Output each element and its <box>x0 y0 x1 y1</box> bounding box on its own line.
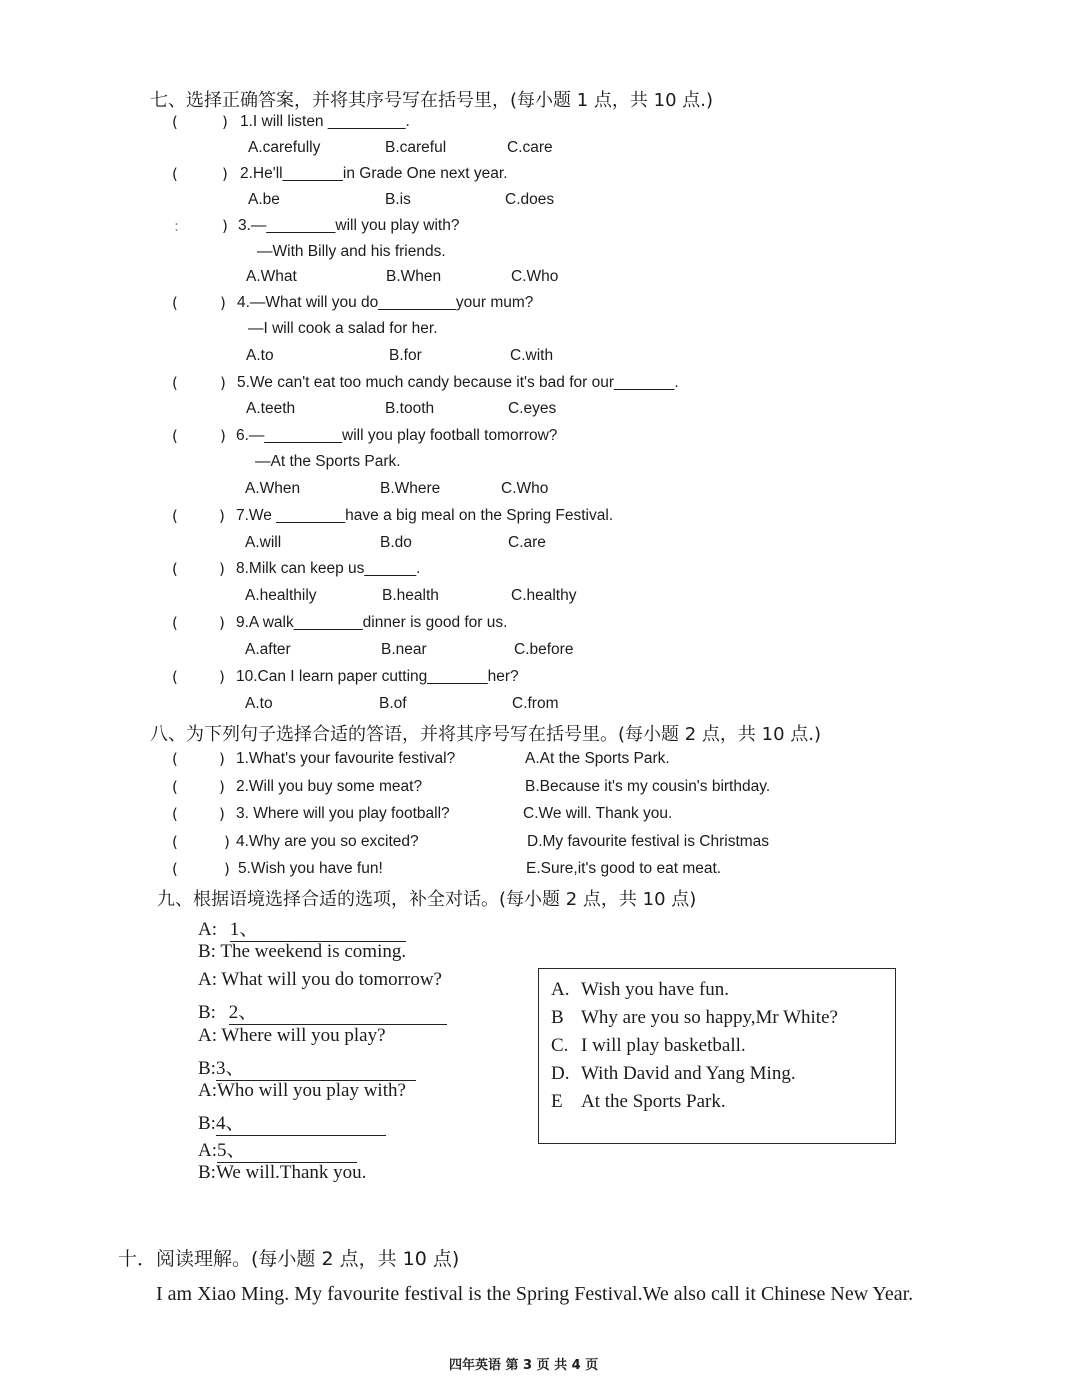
options-box <box>538 968 896 1144</box>
dialogue-line <box>198 1162 366 1184</box>
option-c: C.from <box>512 695 559 712</box>
answer-paren-open: ( <box>172 427 178 445</box>
response-text: —At the Sports Park. <box>255 453 401 470</box>
question-text: 1.I will listen _________. <box>240 113 410 130</box>
option-a: A.to <box>246 347 274 364</box>
option-c: C.Who <box>501 480 549 497</box>
answer-paren-open: : <box>174 217 180 235</box>
option-key: B <box>551 1007 564 1028</box>
option-key: C. <box>551 1035 569 1056</box>
option-a: A.carefully <box>248 139 321 156</box>
question-text: 9.A walk________dinner is good for us. <box>236 614 508 631</box>
answer-paren-open: ( <box>172 860 178 878</box>
blank-number: 1、 <box>229 919 259 940</box>
answer-paren-open: ( <box>172 614 178 632</box>
dialogue-line <box>198 914 406 942</box>
option-text: Why are you so happy,Mr White? <box>581 1007 838 1028</box>
option-b: B.do <box>380 534 412 551</box>
answer-paren-close: ) <box>219 614 225 632</box>
option-text: At the Sports Park. <box>581 1091 726 1112</box>
option-item <box>551 1035 746 1057</box>
option-a: A.teeth <box>246 400 296 417</box>
option-key: A. <box>551 979 570 1000</box>
line-text: Where will you play? <box>221 1025 386 1046</box>
speaker-label: B: <box>198 1162 216 1183</box>
answer-paren-open: ( <box>172 113 178 131</box>
option-c: C.healthy <box>511 587 577 604</box>
dialogue-line <box>198 1025 386 1047</box>
option-item <box>551 979 729 1001</box>
speaker-label: A: <box>198 919 217 940</box>
dialogue-line <box>198 941 406 963</box>
option-a: A.be <box>248 191 280 208</box>
option-c: C.with <box>510 347 554 364</box>
answer-paren-close: ) <box>222 113 228 131</box>
answer-paren-open: ( <box>172 560 178 578</box>
response-text: —I will cook a salad for her. <box>248 320 438 337</box>
option-b: B.tooth <box>385 400 435 417</box>
answer-paren-open: ( <box>172 668 178 686</box>
option-a: A.What <box>246 268 297 285</box>
reading-paragraph: I am Xiao Ming. My favourite festival is the Spring Festival.We also call it Chinese New Year. <box>156 1283 914 1305</box>
question-text: 1.What's your favourite festival? <box>236 750 456 767</box>
option-a: A.When <box>245 480 301 497</box>
option-b: B.health <box>382 587 439 604</box>
answer-option: D.My favourite festival is Christmas <box>527 833 770 850</box>
line-text: What will you do tomorrow? <box>221 969 442 990</box>
answer-option: B.Because it's my cousin's birthday. <box>525 778 771 795</box>
question-text: 2.He'll_______in Grade One next year. <box>240 165 508 182</box>
speaker-label: A: <box>198 1025 217 1046</box>
question-text: 4.Why are you so excited? <box>236 833 419 850</box>
answer-paren-close: ) <box>222 217 228 235</box>
option-a: A.after <box>245 641 291 658</box>
option-b: B.near <box>381 641 427 658</box>
option-c: C.care <box>507 139 553 156</box>
dialogue-line <box>198 969 442 991</box>
answer-option: E.Sure,it's good to eat meat. <box>526 860 722 877</box>
speaker-label: A: <box>198 1080 217 1101</box>
section-8-title: 八、为下列句子选择合适的答语，并将其序号写在括号里。(每小题 2 点，共 10 点.) <box>150 724 822 745</box>
answer-paren-open: ( <box>172 165 178 183</box>
blank-3 <box>216 1053 416 1081</box>
page-footer: 四年英语 第 3 页 共 4 页 <box>449 1358 599 1373</box>
option-b: B.for <box>389 347 422 364</box>
option-item <box>551 1091 726 1113</box>
answer-paren-close: ) <box>222 165 228 183</box>
question-text: 5.Wish you have fun! <box>238 860 383 877</box>
response-text: —With Billy and his friends. <box>257 243 446 260</box>
answer-option: A.At the Sports Park. <box>525 750 670 767</box>
speaker-label: A: <box>198 1140 217 1161</box>
question-text: 3. Where will you play football? <box>236 805 450 822</box>
option-text: Wish you have fun. <box>581 979 730 1000</box>
answer-paren-open: ( <box>172 805 178 823</box>
answer-paren-close: ) <box>220 294 226 312</box>
option-b: B.careful <box>385 139 447 156</box>
dialogue-line <box>198 1080 406 1102</box>
answer-paren-close: ) <box>219 750 225 768</box>
question-text: 8.Milk can keep us______. <box>236 560 421 577</box>
question-text: 3.—________will you play with? <box>238 217 460 234</box>
option-a: A.to <box>245 695 273 712</box>
option-c: C.before <box>514 641 574 658</box>
speaker-label: B: <box>198 1113 216 1134</box>
answer-paren-open: ( <box>172 294 178 312</box>
speaker-label: B: <box>198 1058 216 1079</box>
speaker-label: B: <box>198 941 216 962</box>
option-text: With David and Yang Ming. <box>581 1063 796 1084</box>
option-text: I will play basketball. <box>581 1035 746 1056</box>
option-item <box>551 1063 796 1085</box>
dialogue-line <box>198 1108 386 1136</box>
option-c: C.eyes <box>508 400 557 417</box>
answer-paren-open: ( <box>172 507 178 525</box>
blank-number: 3、 <box>215 1058 245 1079</box>
answer-paren-close: ) <box>219 560 225 578</box>
option-b: B.of <box>379 695 407 712</box>
line-text: Who will you play with? <box>217 1080 406 1101</box>
option-c: C.are <box>508 534 546 551</box>
option-b: B.Where <box>380 480 441 497</box>
question-text: 5.We can't eat too much candy because it's bad for our_______. <box>237 374 679 391</box>
blank-number: 2、 <box>228 1002 258 1023</box>
option-b: B.is <box>385 191 411 208</box>
option-a: A.healthily <box>245 587 317 604</box>
section-9-title: 九、根据语境选择合适的选项，补全对话。(每小题 2 点，共 10 点) <box>157 889 697 910</box>
answer-paren-close: ) <box>224 833 230 851</box>
dialogue-line <box>198 1053 416 1081</box>
blank-4 <box>216 1108 386 1136</box>
blank-1 <box>230 914 406 942</box>
option-c: C.Who <box>511 268 559 285</box>
option-b: B.When <box>386 268 442 285</box>
blank-2 <box>229 997 447 1025</box>
option-c: C.does <box>505 191 555 208</box>
question-text: 2.Will you buy some meat? <box>236 778 423 795</box>
option-key: D. <box>551 1063 570 1084</box>
option-item <box>551 1007 838 1029</box>
line-text: The weekend is coming. <box>220 941 407 962</box>
answer-paren-open: ( <box>172 778 178 796</box>
question-text: 10.Can I learn paper cutting_______her? <box>236 668 519 685</box>
question-text: 7.We ________have a big meal on the Spring Festival. <box>236 507 614 524</box>
answer-paren-close: ) <box>220 374 226 392</box>
dialogue-line <box>198 997 447 1025</box>
answer-paren-close: ) <box>219 805 225 823</box>
answer-paren-close: ) <box>220 427 226 445</box>
section-7-title: 七、选择正确答案，并将其序号写在括号里，(每小题 1 点，共 10 点.) <box>150 90 714 111</box>
speaker-label: A: <box>198 969 217 990</box>
answer-paren-close: ) <box>224 860 230 878</box>
answer-paren-open: ( <box>172 374 178 392</box>
line-text: We will.Thank you. <box>215 1162 367 1183</box>
answer-paren-close: ) <box>219 778 225 796</box>
answer-paren-open: ( <box>172 833 178 851</box>
question-text: 6.—_________will you play football tomorrow? <box>236 427 558 444</box>
option-a: A.will <box>245 534 282 551</box>
blank-5 <box>217 1135 357 1163</box>
option-key: E <box>551 1091 563 1112</box>
blank-number: 4、 <box>215 1113 245 1134</box>
dialogue-line <box>198 1135 357 1163</box>
answer-paren-close: ) <box>219 668 225 686</box>
question-text: 4.—What will you do_________your mum? <box>237 294 534 311</box>
answer-paren-close: ) <box>219 507 225 525</box>
answer-option: C.We will. Thank you. <box>523 805 673 822</box>
speaker-label: B: <box>198 1002 216 1023</box>
answer-paren-open: ( <box>172 750 178 768</box>
section-10-title: 十．阅读理解。(每小题 2 点，共 10 点) <box>118 1248 460 1270</box>
blank-number: 5、 <box>217 1140 246 1161</box>
